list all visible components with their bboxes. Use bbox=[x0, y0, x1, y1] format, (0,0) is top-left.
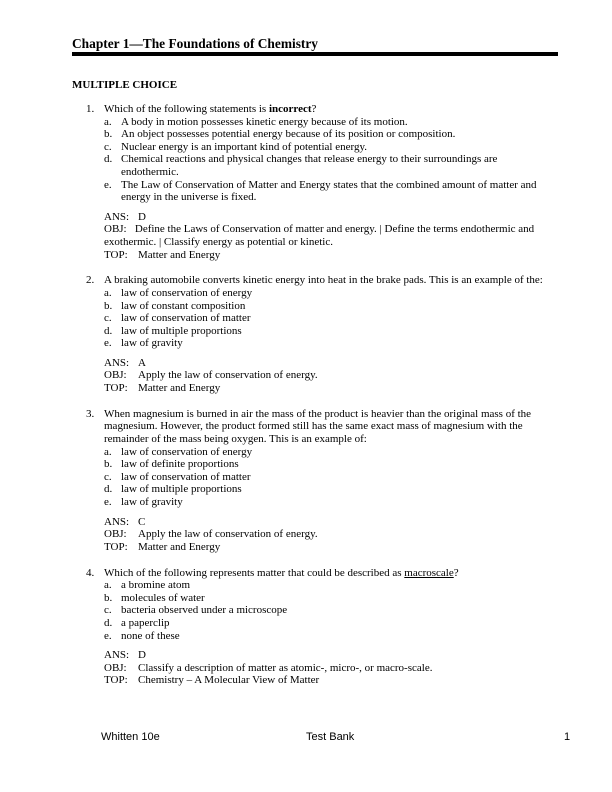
question-3 bbox=[72, 408, 548, 554]
option-text: Nuclear energy is an important kind of potential energy. bbox=[121, 140, 368, 153]
answer-value: D bbox=[138, 649, 146, 662]
option-letter: c. bbox=[104, 312, 112, 325]
answer-line bbox=[104, 357, 564, 370]
stem-text: Which of the following statements is bbox=[104, 103, 269, 115]
topic-label: TOP: bbox=[104, 540, 128, 553]
option-c bbox=[104, 471, 534, 484]
topic-line bbox=[104, 674, 548, 687]
option-text: Chemical reactions and physical changes that release energy to their surroundings are endothermic. bbox=[121, 153, 498, 178]
option-letter: c. bbox=[104, 470, 112, 483]
question-body bbox=[104, 408, 534, 554]
question-stem bbox=[104, 103, 548, 116]
option-e bbox=[104, 630, 548, 643]
answer-line bbox=[104, 649, 548, 662]
objective-text: Apply the law of conservation of energy. bbox=[138, 528, 318, 541]
option-letter: d. bbox=[104, 616, 113, 629]
objective-line bbox=[104, 223, 548, 248]
question-stem bbox=[104, 567, 548, 580]
option-text: molecules of water bbox=[121, 591, 205, 604]
topic-line bbox=[104, 382, 564, 395]
option-letter: d. bbox=[104, 324, 113, 337]
option-d bbox=[104, 483, 534, 496]
header-rule bbox=[72, 52, 558, 56]
option-e bbox=[104, 337, 564, 350]
option-b bbox=[104, 300, 564, 313]
option-a bbox=[104, 446, 534, 459]
option-list bbox=[104, 579, 548, 642]
section-title: MULTIPLE CHOICE bbox=[72, 79, 178, 91]
option-letter: b. bbox=[104, 591, 113, 604]
chapter-title: Chapter 1—The Foundations of Chemistry bbox=[72, 36, 319, 51]
answer-block bbox=[104, 357, 564, 395]
option-text: law of gravity bbox=[121, 496, 183, 508]
option-d bbox=[104, 617, 548, 630]
option-text: law of definite proportions bbox=[121, 458, 239, 471]
question-number: 2. bbox=[86, 274, 95, 287]
option-letter: e. bbox=[104, 337, 112, 350]
option-c bbox=[104, 604, 548, 617]
option-a bbox=[104, 579, 548, 592]
topic-text: Matter and Energy bbox=[138, 248, 221, 261]
option-c bbox=[104, 141, 548, 154]
topic-label: TOP: bbox=[104, 674, 128, 687]
question-body bbox=[104, 567, 548, 687]
option-letter: a. bbox=[104, 115, 112, 128]
answer-key-label: ANS: bbox=[104, 356, 130, 369]
question-number: 1. bbox=[86, 103, 95, 115]
option-letter: c. bbox=[104, 140, 112, 153]
option-text: a paperclip bbox=[121, 616, 170, 629]
objective-text: Classify a description of matter as atomic-, micro-, or macro-scale. bbox=[138, 661, 433, 674]
option-letter: d. bbox=[104, 483, 113, 496]
page-number: 1 bbox=[564, 731, 571, 743]
question-stem: A braking automobile converts kinetic energy into heat in the brake pads. This is an example of the: bbox=[104, 274, 543, 287]
topic-text: Chemistry – A Molecular View of Matter bbox=[138, 674, 320, 687]
answer-line bbox=[104, 211, 548, 224]
topic-line bbox=[104, 541, 534, 554]
question-stem: When magnesium is burned in air the mass of the product is heavier than the original mass of the magnesium. However, the product formed still has the same exact mass of magnesium with the remainder of the mass being oxygen. This is an example of: bbox=[104, 407, 532, 446]
question-1 bbox=[72, 103, 548, 261]
option-text: law of conservation of matter bbox=[121, 470, 251, 483]
answer-block bbox=[104, 516, 534, 554]
objective-line bbox=[104, 369, 564, 382]
option-a bbox=[104, 287, 564, 300]
option-text: law of conservation of energy bbox=[121, 286, 253, 299]
option-b bbox=[104, 128, 548, 141]
answer-line bbox=[104, 516, 534, 529]
option-list bbox=[104, 446, 534, 509]
option-letter: b. bbox=[104, 128, 113, 141]
option-text: a bromine atom bbox=[121, 579, 191, 592]
topic-label: TOP: bbox=[104, 382, 128, 395]
answer-key-label: ANS: bbox=[104, 649, 130, 662]
option-letter: e. bbox=[104, 496, 112, 508]
answer-key-label: ANS: bbox=[104, 210, 130, 223]
objective-label: OBJ: bbox=[104, 369, 127, 382]
option-letter: b. bbox=[104, 458, 113, 471]
option-d bbox=[104, 153, 521, 178]
option-c bbox=[104, 312, 564, 325]
stem-text-end: ? bbox=[453, 566, 459, 579]
option-a bbox=[104, 116, 548, 129]
option-letter: b. bbox=[104, 299, 113, 312]
option-letter: e. bbox=[104, 629, 112, 642]
stem-emphasis: macroscale bbox=[404, 566, 454, 579]
footer-book-title: Whitten 10e bbox=[101, 731, 160, 743]
option-letter: a. bbox=[104, 579, 112, 592]
option-text: law of multiple proportions bbox=[121, 324, 242, 337]
option-text: bacteria observed under a microscope bbox=[121, 604, 288, 617]
option-letter: e. bbox=[104, 178, 112, 191]
option-text: law of conservation of energy bbox=[121, 445, 253, 458]
question-2 bbox=[72, 274, 548, 394]
option-letter: c. bbox=[104, 604, 112, 617]
option-letter: d. bbox=[104, 153, 113, 166]
option-text: A body in motion possesses kinetic energy because of its motion. bbox=[121, 115, 408, 128]
option-list bbox=[104, 287, 564, 350]
option-e bbox=[104, 496, 534, 509]
question-number: 3. bbox=[86, 407, 95, 420]
answer-key-label: ANS: bbox=[104, 515, 130, 528]
answer-value: A bbox=[138, 356, 146, 369]
answer-block bbox=[104, 211, 548, 261]
option-text: law of constant composition bbox=[121, 299, 246, 312]
objective-label: OBJ: bbox=[104, 661, 127, 674]
option-text: An object possesses potential energy because of its position or composition. bbox=[121, 128, 456, 141]
stem-text-end: ? bbox=[311, 103, 317, 115]
option-letter: a. bbox=[104, 286, 112, 299]
question-list bbox=[72, 103, 548, 700]
topic-text: Matter and Energy bbox=[138, 382, 221, 395]
question-number: 4. bbox=[86, 566, 95, 579]
option-b bbox=[104, 592, 548, 605]
option-text: law of multiple proportions bbox=[121, 483, 242, 496]
answer-value: D bbox=[138, 210, 146, 223]
option-text: law of gravity bbox=[121, 337, 183, 350]
question-4 bbox=[72, 567, 548, 687]
question-body bbox=[104, 103, 548, 261]
option-text: law of conservation of matter bbox=[121, 312, 251, 325]
objective-label: OBJ: bbox=[104, 223, 127, 236]
objective-label: OBJ: bbox=[104, 528, 127, 541]
option-d bbox=[104, 325, 564, 338]
objective-line bbox=[104, 528, 534, 541]
option-text: The Law of Conservation of Matter and Energy states that the combined amount of matter and energy in the universe is fixed. bbox=[121, 178, 537, 204]
topic-text: Matter and Energy bbox=[138, 540, 221, 553]
option-list bbox=[104, 116, 548, 204]
answer-block bbox=[104, 649, 548, 687]
footer-doc-type: Test Bank bbox=[306, 731, 355, 743]
option-letter: a. bbox=[104, 445, 112, 458]
answer-value: C bbox=[138, 515, 146, 528]
topic-label: TOP: bbox=[104, 248, 128, 261]
question-body bbox=[104, 274, 564, 394]
option-b bbox=[104, 458, 534, 471]
objective-line bbox=[104, 662, 548, 675]
option-e bbox=[104, 179, 541, 204]
objective-text: Apply the law of conservation of energy. bbox=[138, 369, 318, 382]
stem-emphasis: incorrect bbox=[268, 103, 312, 115]
objective-text: Define the Laws of Conservation of matter and energy. | Define the terms endothermic and exothermic. | Classify energy as potential or kinetic. bbox=[104, 223, 535, 248]
topic-line bbox=[104, 249, 548, 262]
option-text: none of these bbox=[121, 629, 180, 642]
stem-text: Which of the following represents matter that could be described as bbox=[104, 566, 405, 579]
